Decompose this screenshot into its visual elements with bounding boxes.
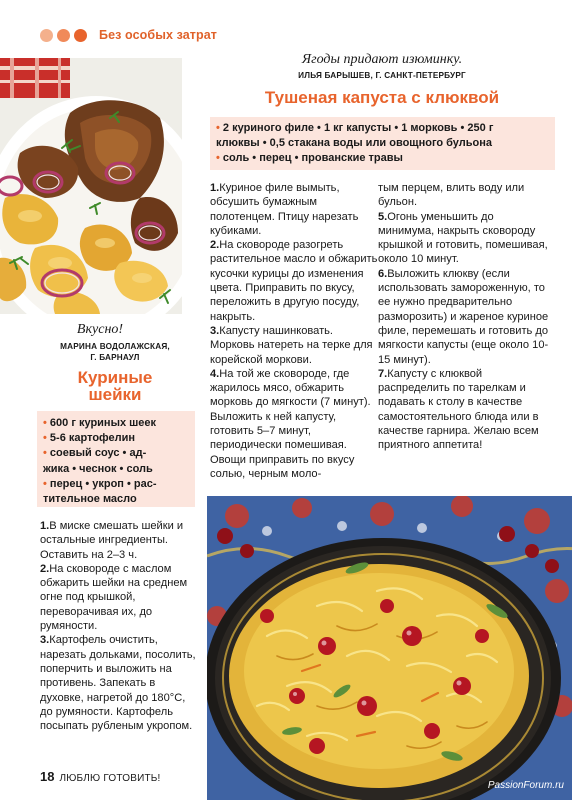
recipe-step: 4.На той же сковороде, где жарилось мясо, обжарить морковь до мягкости (7 минут). Выложить к ней капусту, готовить 5–7 минут, периодически помешивая. Овощи приправить по вкусу солью, черным моло- [210, 367, 371, 480]
bullet-icon: • [43, 432, 50, 445]
chicken-necks-photo [0, 58, 182, 314]
header-dot-icon [40, 29, 53, 42]
page-footer [40, 769, 161, 784]
braised-cabbage-photo [207, 496, 572, 800]
recipe-step: 6.Выложить клюкву (если использовать замороженную, то ее нужно предварительно разморозить) и жареное куриное филе, перемешать и готовить до мягкости капусты (еще около 10-15 минут). [378, 267, 549, 366]
left-quote: Вкусно! [76, 322, 124, 337]
section-header [40, 26, 217, 44]
left-title-line: Куриные [77, 368, 153, 387]
recipe-step: 5.Огонь уменьшить до минимума, накрыть сковороду крышкой и готовить, помешивая, около 10 минут. [378, 210, 548, 266]
recipe-step: 2.На сковороде разогреть растительное масло и обжарить кусочки курицы до изменения цвета. Приправить по вкусу, переложить в другую посуду, накрыть. [210, 239, 378, 323]
bullet-icon: • [43, 417, 50, 429]
bullet-icon: • [216, 122, 223, 134]
ingredient-line: • 600 г куриных шеек [43, 417, 157, 429]
page-number: 18 [40, 769, 55, 784]
bullet-icon: • [216, 152, 223, 165]
left-title-line: шейки [88, 385, 142, 404]
recipe-step: 1.Куриное филе вымыть, обсушить бумажным полотенцем. Птицу нарезать кубиками. [210, 182, 359, 237]
ingredient-line: • 2 куриного филе • 1 кг капусты • 1 морковь • 250 г [216, 122, 494, 134]
recipe-step: 2.На сковороде с маслом обжарить шейки на среднем огне под крышкой, переворачивая их, до румяности. [40, 562, 188, 633]
step-continuation: тым перцем, влить воду или бульон. [378, 182, 525, 209]
recipe-step: 1.В миске смешать шейки и остальные ингредиенты. Оставить на 2–3 ч. [40, 520, 184, 561]
watermark: PassionForum.ru [487, 780, 564, 791]
recipe-step: 3.Капусту нашинковать. Морковь натереть на терке для корейской моркови. [210, 324, 373, 366]
ingredient-line: жика • чеснок • соль [43, 462, 153, 475]
ingredient-line: клюквы • 0,5 стакана воды или овощного бульона [216, 137, 493, 150]
ingredient-line: тительное масло [43, 493, 137, 506]
section-title: Без особых затрат [99, 28, 218, 42]
left-author [40, 341, 190, 363]
bullet-icon: • [43, 477, 50, 490]
right-steps-column-1 [210, 181, 378, 481]
recipe-step: 7.Капусту с клюквой распределить по тарелкам и подавать к столу в качестве самостоятельного блюда или в качестве гарнира. Желаю всем приятного аппетита! [378, 367, 539, 452]
left-recipe-steps [40, 519, 196, 733]
bullet-icon: • [43, 447, 50, 460]
right-recipe-title: Тушеная капуста с клюквой [264, 88, 500, 107]
right-steps-column-2 [378, 181, 550, 453]
ingredient-line: • соль • перец • прованские травы [216, 152, 403, 165]
ingredient-line: • перец • укроп • рас- [43, 477, 157, 490]
header-dot-icon [57, 29, 70, 42]
ingredient-line: • соевый соус • ад- [43, 447, 147, 460]
right-ingredients-box [210, 117, 555, 170]
left-ingredients-box [37, 411, 195, 507]
left-author-city: Г. БАРНАУЛ [90, 353, 140, 362]
magazine-name: ЛЮБЛЮ ГОТОВИТЬ! [59, 773, 161, 784]
ingredient-line: • 5-6 картофелин [43, 432, 136, 445]
right-author: ИЛЬЯ БАРЫШЕВ, Г. САНКТ-ПЕТЕРБУРГ [298, 71, 466, 80]
left-author-name: МАРИНА ВОДОЛАЖСКАЯ, [60, 342, 170, 351]
right-quote: Ягоды придают изюминку. [301, 52, 463, 67]
header-dot-icon [74, 29, 87, 42]
left-recipe-title [40, 369, 190, 403]
recipe-step: 3.Картофель очистить, нарезать дольками, посолить, поперчить и выложить на противень. Запекать в духовке, нагретой до 180°C, до румяности. Картофель посыпать рубленым укропом. [40, 634, 196, 733]
